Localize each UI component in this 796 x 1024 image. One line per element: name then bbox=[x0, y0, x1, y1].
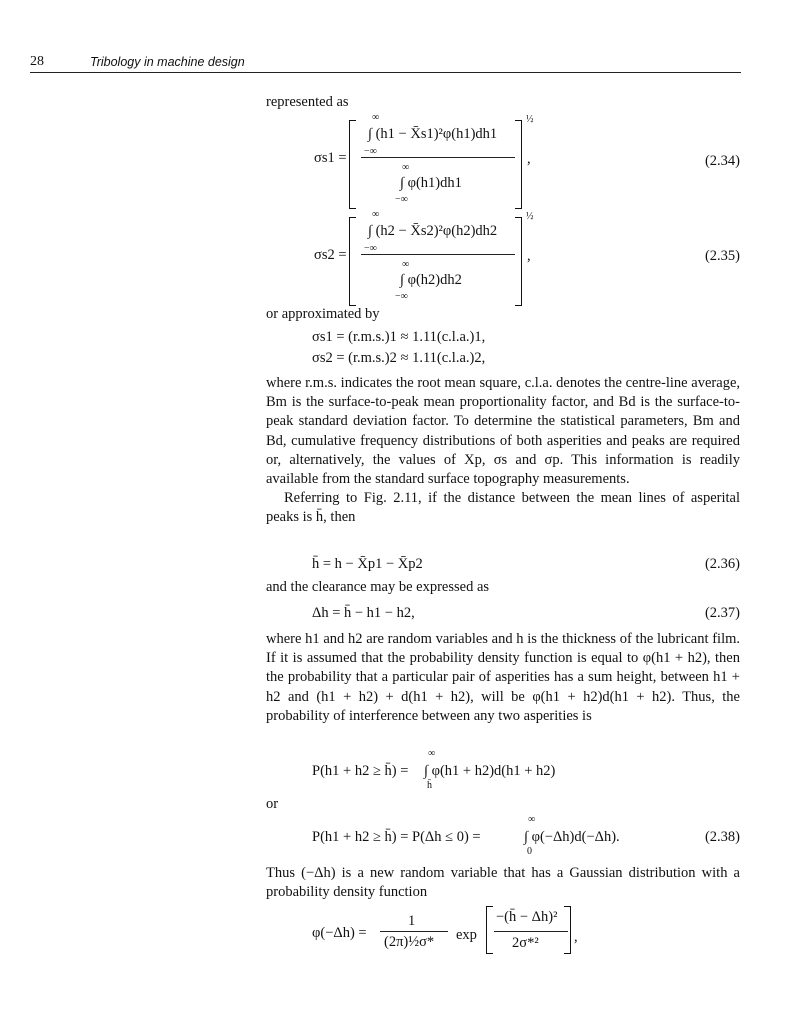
eq-lhs: P(h1 + h2 ≥ h̄) = P(Δh ≤ 0) = bbox=[312, 829, 481, 845]
upper-limit: ∞ bbox=[402, 259, 410, 270]
fraction-line bbox=[380, 931, 448, 932]
numerator: ∫ (h2 − X̄s2)²φ(h2)dh2 bbox=[368, 223, 498, 239]
eq-rhs: ∫ φ(−Δh)d(−Δh). bbox=[524, 829, 620, 845]
paragraph-4: Thus (−Δh) is a new random variable that has a Gaussian distribution with a probability density function bbox=[266, 865, 740, 901]
or-text: or bbox=[266, 796, 279, 812]
fraction-line bbox=[361, 157, 515, 158]
paragraph-1-block bbox=[266, 374, 740, 528]
running-title: Tribology in machine design bbox=[90, 55, 245, 69]
denominator: ∫ φ(h2)dh2 bbox=[400, 272, 462, 288]
left-bracket bbox=[486, 906, 493, 954]
left-bracket bbox=[349, 217, 356, 306]
paragraph-3-block bbox=[266, 630, 740, 726]
eq-comma: , bbox=[527, 248, 531, 264]
intro-text: represented as bbox=[266, 94, 349, 110]
right-bracket bbox=[564, 906, 571, 954]
clearance-text: and the clearance may be expressed as bbox=[266, 579, 490, 595]
lower-limit: −∞ bbox=[395, 194, 408, 205]
paragraph-1: where r.m.s. indicates the root mean square, c.l.a. denotes the centre-line average, Bm is the surface-to-peak mean proportionality factor, and Bd is the surface-to-peak standard deviation factor. To determine the statistical parameters, Bm and Bd, cumulative frequency distributions of both asperities and peaks are required or, alternatively, the values of Xp, σs and σp. This information is readily available from the standard surface topography measurements. bbox=[266, 375, 740, 488]
denominator: ∫ φ(h1)dh1 bbox=[400, 175, 462, 191]
paragraph-2: Referring to Fig. 2.11, if the distance between the mean lines of asperital peaks is h̄, then bbox=[266, 490, 740, 526]
fraction-line bbox=[361, 254, 515, 255]
lower-limit: −∞ bbox=[364, 146, 377, 157]
approx-text: or approximated by bbox=[266, 306, 380, 322]
upper-limit: ∞ bbox=[372, 209, 380, 220]
fraction-line bbox=[494, 931, 568, 932]
eq-lhs: σs2 = bbox=[314, 247, 347, 263]
right-bracket bbox=[515, 120, 522, 209]
power: ½ bbox=[526, 114, 534, 125]
eq-lhs: P(h1 + h2 ≥ h̄) = bbox=[312, 763, 409, 779]
right-bracket bbox=[515, 217, 522, 306]
exp-denominator: 2σ*² bbox=[512, 935, 539, 951]
equation-number: (2.35) bbox=[704, 248, 740, 264]
paragraph-4-block bbox=[266, 864, 740, 902]
lower-limit: −∞ bbox=[395, 291, 408, 302]
exp-numerator: −(h̄ − Δh)² bbox=[496, 909, 558, 925]
approx-equation-1: σs1 = (r.m.s.)1 ≈ 1.11(c.l.a.)1, bbox=[312, 329, 486, 345]
equation-2-37: Δh = h̄ − h1 − h2, bbox=[312, 605, 415, 621]
page-number: 28 bbox=[30, 54, 44, 69]
approx-equation-2: σs2 = (r.m.s.)2 ≈ 1.11(c.l.a.)2, bbox=[312, 350, 486, 366]
upper-limit: ∞ bbox=[402, 162, 410, 173]
paragraph-3: where h1 and h2 are random variables and h is the thickness of the lubricant film. If it is assumed that the probability density function is equal to φ(h1 + h2), then the probability that a particular pair of asperities has a sum height, between h1 + h2 and (h1 + h2) + d(h1 + h2), will be φ(h1 + h2)d(h1 + h2). Thus, the probability of interference between any two asperities is bbox=[266, 631, 740, 724]
eq-lhs: σs1 = bbox=[314, 150, 347, 166]
left-bracket bbox=[349, 120, 356, 209]
upper-limit: ∞ bbox=[428, 748, 436, 759]
equation-number: (2.37) bbox=[704, 605, 740, 621]
equation-number: (2.36) bbox=[704, 556, 740, 572]
fraction-numerator: 1 bbox=[408, 913, 416, 929]
equation-number: (2.38) bbox=[704, 829, 740, 845]
equation-number: (2.34) bbox=[704, 153, 740, 169]
eq-comma: , bbox=[574, 929, 578, 945]
eq-lhs: φ(−Δh) = bbox=[312, 925, 367, 941]
eq-rhs: ∫ φ(h1 + h2)d(h1 + h2) bbox=[424, 763, 556, 779]
lower-limit: −∞ bbox=[364, 243, 377, 254]
upper-limit: ∞ bbox=[528, 814, 536, 825]
eq-comma: , bbox=[527, 151, 531, 167]
equation-2-36: h̄ = h − X̄p1 − X̄p2 bbox=[312, 556, 423, 572]
lower-limit: 0 bbox=[527, 846, 532, 857]
header-rule bbox=[30, 72, 741, 73]
exp-label: exp bbox=[456, 927, 477, 943]
upper-limit: ∞ bbox=[372, 112, 380, 123]
fraction-denominator: (2π)½σ* bbox=[384, 934, 435, 950]
power: ½ bbox=[526, 211, 534, 222]
numerator: ∫ (h1 − X̄s1)²φ(h1)dh1 bbox=[368, 126, 498, 142]
lower-limit: h̄ bbox=[427, 780, 432, 791]
